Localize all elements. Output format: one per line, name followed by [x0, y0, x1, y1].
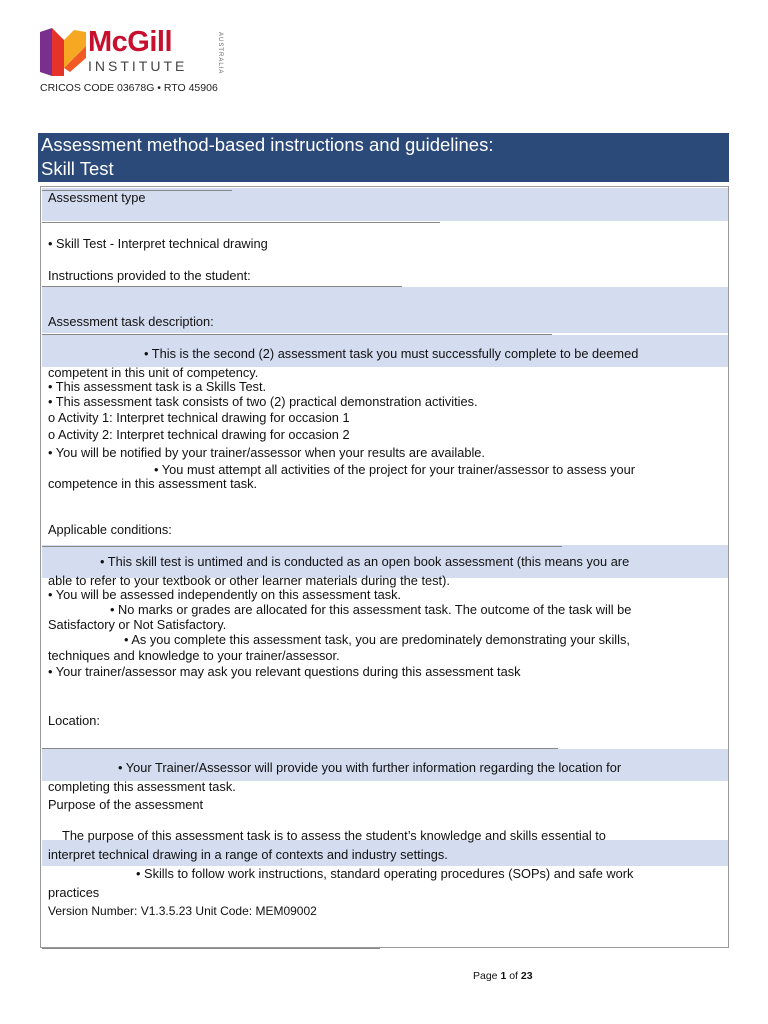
task-desc-item: • This assessment task consists of two (2) practical demonstration activities.	[48, 394, 478, 409]
cricos-code: CRICOS CODE 03678G • RTO 45906	[40, 82, 218, 94]
task-desc-item: competence in this assessment task.	[48, 476, 258, 491]
task-desc-item: o Activity 2: Interpret technical drawing for occasion 2	[48, 427, 350, 442]
purpose-label: Purpose of the assessment	[48, 797, 204, 812]
assessment-type-value: • Skill Test - Interpret technical drawing	[48, 236, 268, 251]
title-line-2: Skill Test	[41, 158, 114, 179]
task-desc-item: • This is the second (2) assessment task you must successfully complete to be deemed	[144, 346, 639, 361]
of-word: of	[509, 970, 518, 982]
page-current: 1	[500, 970, 507, 982]
page-word: Page	[473, 970, 498, 982]
purpose-item: The purpose of this assessment task is to assess the student’s knowledge and skills essential to	[62, 828, 606, 843]
condition-item: able to refer to your textbook or other learner materials during the test).	[48, 573, 450, 588]
task-desc-label: Assessment task description:	[48, 314, 214, 329]
instructions-label: Instructions provided to the student:	[48, 268, 251, 283]
purpose-item: interpret technical drawing in a range of contexts and industry settings.	[48, 847, 448, 862]
rule	[42, 286, 402, 287]
rule	[42, 546, 562, 547]
logo-brand-text: McGill	[88, 26, 173, 58]
location-item: • Your Trainer/Assessor will provide you with further information regarding the location for	[118, 760, 622, 775]
page-number	[473, 970, 533, 982]
assessment-type-label: Assessment type	[48, 190, 146, 205]
page-total: 23	[520, 970, 533, 982]
location-label: Location:	[48, 713, 100, 728]
condition-item: • This skill test is untimed and is conducted as an open book assessment (this means you are	[100, 554, 630, 569]
location-item: completing this assessment task.	[48, 779, 236, 794]
section-title-bar	[38, 133, 729, 182]
rule	[42, 222, 440, 223]
rule	[42, 748, 558, 749]
logo-country-text: AUSTRALIA	[217, 32, 223, 75]
task-desc-item: • You will be notified by your trainer/assessor when your results are available.	[48, 445, 485, 460]
version-info: Version Number: V1.3.5.23 Unit Code: MEM09002	[48, 904, 317, 918]
purpose-item: • Skills to follow work instructions, standard operating procedures (SOPs) and safe work	[136, 866, 634, 881]
task-desc-item: • This assessment task is a Skills Test.	[48, 379, 267, 394]
rule	[42, 948, 380, 949]
title-line-1: Assessment method-based instructions and guidelines:	[41, 134, 494, 155]
purpose-item: practices	[48, 885, 100, 900]
condition-item: • Your trainer/assessor may ask you relevant questions during this assessment task	[48, 664, 521, 679]
logo-sub-text: INSTITUTE	[88, 58, 188, 74]
conditions-label: Applicable conditions:	[48, 522, 172, 537]
condition-item: • No marks or grades are allocated for this assessment task. The outcome of the task will be	[110, 602, 632, 617]
task-desc-item: • You must attempt all activities of the project for your trainer/assessor to assess your	[154, 462, 636, 477]
condition-item: • As you complete this assessment task, you are predominately demonstrating your skills,	[124, 632, 630, 647]
condition-item: Satisfactory or Not Satisfactory.	[48, 617, 227, 632]
task-desc-item: o Activity 1: Interpret technical drawing for occasion 1	[48, 410, 350, 425]
task-desc-item: competent in this unit of competency.	[48, 365, 259, 380]
rule	[42, 334, 552, 335]
condition-item: • You will be assessed independently on this assessment task.	[48, 587, 402, 602]
logo-mark-icon	[40, 28, 86, 76]
condition-item: techniques and knowledge to your trainer/assessor.	[48, 648, 340, 663]
